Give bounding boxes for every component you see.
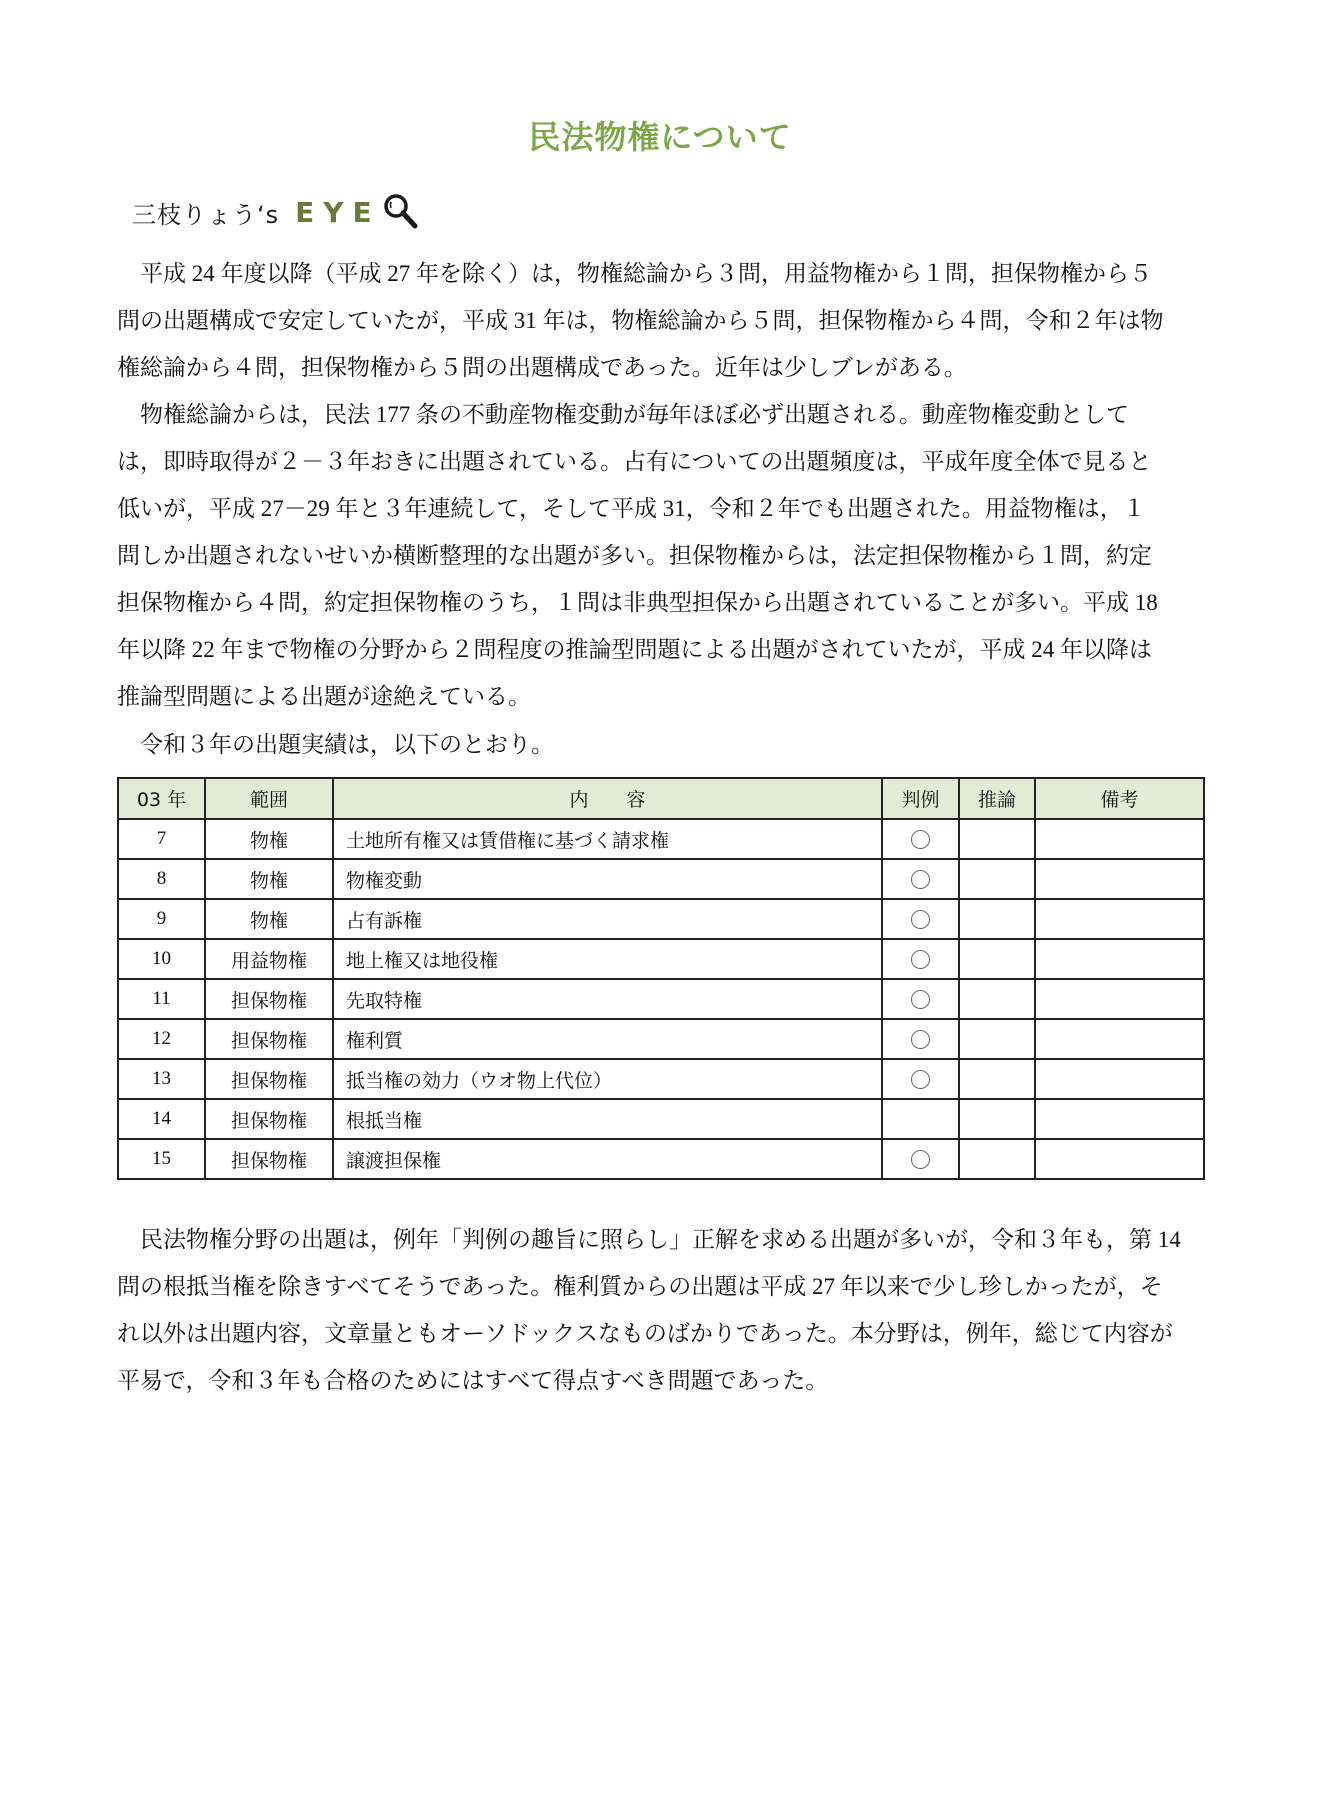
- cell-precedent: [882, 1099, 959, 1139]
- cell-note: [1035, 939, 1204, 979]
- cell-precedent: [882, 1059, 959, 1099]
- table-row: [118, 859, 1204, 899]
- cell-note: [1035, 1099, 1204, 1139]
- cell-number: 15: [118, 1139, 205, 1179]
- magnifier-icon: [381, 192, 425, 232]
- header-reasoning: 推論: [959, 778, 1035, 819]
- cell-number: 11: [118, 979, 205, 1019]
- text-line: 年以降 22 年まで物権の分野から２問程度の推論型問題による出題がされていたが，平成 24 年以降は: [117, 637, 1152, 662]
- cell-reasoning: [959, 899, 1035, 939]
- exam-results-table: [117, 777, 1205, 1180]
- cell-reasoning: [959, 1099, 1035, 1139]
- table-row: [118, 899, 1204, 939]
- paragraph-3: [117, 721, 1207, 768]
- cell-reasoning: [959, 1019, 1035, 1059]
- cell-range: 担保物権: [205, 1059, 333, 1099]
- header-content: 内 容: [333, 778, 882, 819]
- table-row: [118, 1099, 1204, 1139]
- circle-mark-icon: [911, 1150, 930, 1169]
- table-row: [118, 1019, 1204, 1059]
- cell-note: [1035, 1139, 1204, 1179]
- text-line: 平易で，令和３年も合格のためにはすべて得点すべき問題であった。: [117, 1368, 829, 1393]
- table-row: [118, 979, 1204, 1019]
- cell-number: 13: [118, 1059, 205, 1099]
- text-line: 物権総論からは，民法 177 条の不動産物権変動が毎年ほぼ必ず出題される。動産物権変動として: [117, 402, 1129, 427]
- text-line: は，即時取得が２－３年おきに出題されている。占有についての出題頻度は，平成年度全体で見ると: [117, 449, 1152, 474]
- cell-precedent: [882, 819, 959, 859]
- paragraph-1: [117, 250, 1207, 391]
- cell-content: 占有訴権: [333, 899, 882, 939]
- eye-word: EYE: [295, 195, 381, 229]
- cell-range: 担保物権: [205, 979, 333, 1019]
- header-year: 03 年: [118, 778, 205, 819]
- text-line: れ以外は出題内容，文章量ともオーソドックスなものばかりであった。本分野は，例年，総じて内容が: [117, 1321, 1173, 1346]
- cell-range: 用益物権: [205, 939, 333, 979]
- table-header-row: [118, 778, 1204, 819]
- text-line: 担保物権から４問，約定担保物権のうち，１問は非典型担保から出題されていることが多い。平成 18: [117, 590, 1158, 615]
- cell-number: 8: [118, 859, 205, 899]
- table-row: [118, 939, 1204, 979]
- cell-precedent: [882, 1019, 959, 1059]
- circle-mark-icon: [911, 950, 930, 969]
- text-line: 低いが，平成 27－29 年と３年連続して，そして平成 31，令和２年でも出題された。用益物権は，１: [117, 496, 1146, 521]
- cell-number: 9: [118, 899, 205, 939]
- cell-content: 根抵当権: [333, 1099, 882, 1139]
- circle-mark-icon: [911, 870, 930, 889]
- cell-range: 担保物権: [205, 1019, 333, 1059]
- table-row: [118, 1059, 1204, 1099]
- circle-mark-icon: [911, 990, 930, 1009]
- page-title: 民法物権について: [528, 118, 792, 156]
- cell-range: 担保物権: [205, 1139, 333, 1179]
- header-precedent: 判例: [882, 778, 959, 819]
- text-line: 問しか出題されないせいか横断整理的な出題が多い。担保物権からは，法定担保物権から１問，約定: [117, 543, 1152, 568]
- cell-content: 物権変動: [333, 859, 882, 899]
- paragraph-4: [117, 1216, 1207, 1404]
- cell-precedent: [882, 899, 959, 939]
- cell-range: 物権: [205, 899, 333, 939]
- cell-content: 譲渡担保権: [333, 1139, 882, 1179]
- cell-range: 物権: [205, 859, 333, 899]
- text-line: 問の根抵当権を除きすべてそうであった。権利質からの出題は平成 27 年以来で少し珍しかったが，そ: [117, 1274, 1163, 1299]
- header-note: 備考: [1035, 778, 1204, 819]
- header-range: 範囲: [205, 778, 333, 819]
- cell-note: [1035, 899, 1204, 939]
- cell-content: 抵当権の効力（ウオ物上代位）: [333, 1059, 882, 1099]
- text-line: 推論型問題による出題が途絶えている。: [117, 684, 531, 709]
- circle-mark-icon: [911, 1030, 930, 1049]
- cell-reasoning: [959, 939, 1035, 979]
- cell-precedent: [882, 979, 959, 1019]
- cell-note: [1035, 979, 1204, 1019]
- cell-number: 12: [118, 1019, 205, 1059]
- text-line: 令和３年の出題実績は，以下のとおり。: [117, 732, 554, 757]
- table-row: [118, 1139, 1204, 1179]
- cell-precedent: [882, 939, 959, 979]
- text-line: 平成 24 年度以降（平成 27 年を除く）は，物権総論から３問，用益物権から１問，担保物権から５: [117, 261, 1152, 286]
- text-line: 民法物権分野の出題は，例年「判例の趣旨に照らし」正解を求める出題が多いが，令和３年も，第 14: [117, 1227, 1181, 1252]
- cell-content: 先取特権: [333, 979, 882, 1019]
- cell-reasoning: [959, 1139, 1035, 1179]
- cell-range: 物権: [205, 819, 333, 859]
- cell-content: 土地所有権又は賃借権に基づく請求権: [333, 819, 882, 859]
- cell-note: [1035, 1059, 1204, 1099]
- paragraph-2: [117, 391, 1207, 720]
- text-line: 問の出題構成で安定していたが，平成 31 年は，物権総論から５問，担保物権から４問，令和２年は物: [117, 308, 1164, 333]
- cell-content: 権利質: [333, 1019, 882, 1059]
- cell-number: 14: [118, 1099, 205, 1139]
- cell-note: [1035, 1019, 1204, 1059]
- eye-author-name: 三枝りょう‘s: [132, 200, 280, 229]
- cell-note: [1035, 859, 1204, 899]
- cell-number: 7: [118, 819, 205, 859]
- cell-range: 担保物権: [205, 1099, 333, 1139]
- table-row: [118, 819, 1204, 859]
- cell-content: 地上権又は地役権: [333, 939, 882, 979]
- circle-mark-icon: [911, 910, 930, 929]
- cell-reasoning: [959, 1059, 1035, 1099]
- eye-header: [132, 192, 425, 232]
- cell-reasoning: [959, 979, 1035, 1019]
- cell-number: 10: [118, 939, 205, 979]
- cell-reasoning: [959, 819, 1035, 859]
- cell-precedent: [882, 1139, 959, 1179]
- cell-precedent: [882, 859, 959, 899]
- text-line: 権総論から４問，担保物権から５問の出題構成であった。近年は少しブレがある。: [117, 355, 967, 380]
- cell-note: [1035, 819, 1204, 859]
- circle-mark-icon: [911, 830, 930, 849]
- circle-mark-icon: [911, 1070, 930, 1089]
- cell-reasoning: [959, 859, 1035, 899]
